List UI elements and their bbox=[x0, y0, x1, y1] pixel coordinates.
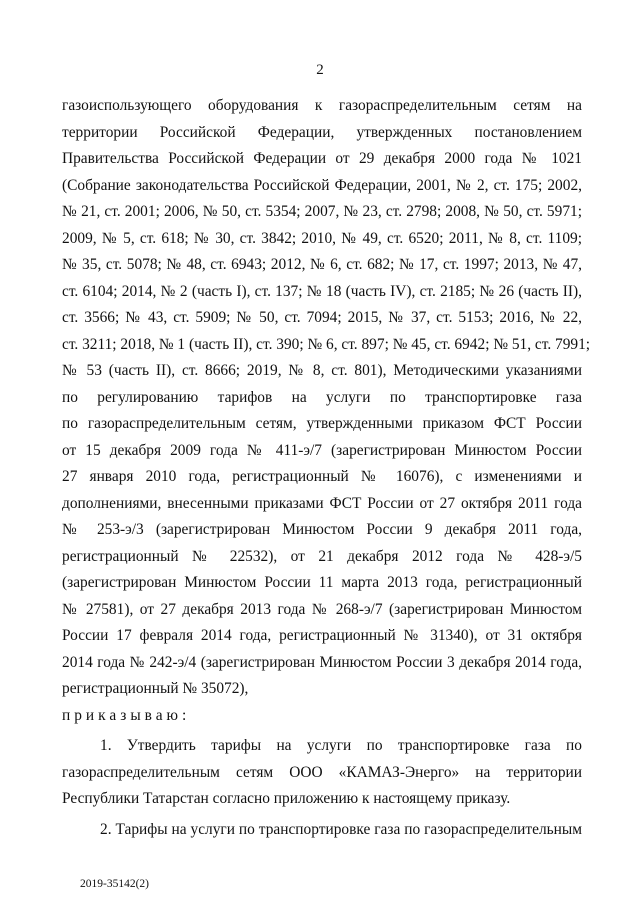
text-line: 2014 года № 242-э/4 (зарегистрирован Минюстом России 3 декабря 2014 года, bbox=[62, 653, 582, 671]
text-line: № 253-э/3 (зарегистрирован Минюстом России 9 декабря 2011 года, bbox=[62, 521, 582, 538]
item-2-line: 2. Тарифы на услуги по транспортировке газа по газораспределительным bbox=[100, 820, 582, 838]
text-line: № 35, ст. 5078; № 48, ст. 6943; 2012, № 6, ст. 682; № 17, ст. 1997; 2013, № 47, bbox=[62, 256, 582, 273]
text-line: Правительства Российской Федерации от 29 декабря 2000 года № 1021 bbox=[62, 150, 582, 167]
text-line: газоиспользующего оборудования к газораспределительным сетям на bbox=[62, 97, 582, 114]
body-text bbox=[62, 93, 591, 843]
text-line: по газораспределительным сетям, утвержденными приказом ФСТ России bbox=[62, 415, 582, 432]
text-line: ст. 6104; 2014, № 2 (часть I), ст. 137; № 18 (часть IV), ст. 2185; № 26 (часть II), bbox=[62, 282, 582, 300]
text-line: России 17 февраля 2014 года, регистрационный № 31340), от 31 октября bbox=[62, 627, 582, 644]
text-line: (Собрание законодательства Российской Федерации, 2001, № 2, ст. 175; 2002, bbox=[62, 176, 582, 194]
text-line: 27 января 2010 года, регистрационный № 16076), с изменениями и bbox=[62, 468, 582, 485]
text-line: дополнениями, внесенными приказами ФСТ России от 27 октября 2011 года bbox=[62, 494, 582, 512]
order-word: приказываю: bbox=[62, 706, 191, 724]
item-1-line: газораспределительным сетям ООО «КАМАЗ-Энерго» на территории bbox=[62, 763, 582, 781]
text-line: № 27581), от 27 декабря 2013 года № 268-э/7 (зарегистрирован Минюстом bbox=[62, 600, 582, 618]
text-line: ст. 3211; 2018, № 1 (часть II), ст. 390; № 6, ст. 897; № 45, ст. 6942; № 51, ст. 7991; bbox=[62, 335, 591, 353]
item-1-line: 1. Утвердить тарифы на услуги по транспортировке газа по bbox=[100, 737, 582, 754]
text-line: (зарегистрирован Минюстом России 11 марта 2013 года, регистрационный bbox=[62, 574, 582, 591]
text-line: от 15 декабря 2009 года № 411-э/7 (зарегистрирован Минюстом России bbox=[62, 441, 582, 459]
text-line: ст. 3566; № 43, ст. 5909; № 50, ст. 7094; 2015, № 37, ст. 5153; 2016, № 22, bbox=[62, 309, 582, 326]
text-line: регистрационный № 22532), от 21 декабря 2012 года № 428-э/5 bbox=[62, 547, 582, 565]
document-code: 2019-35142(2) bbox=[80, 878, 149, 890]
text-line: 2009, № 5, ст. 618; № 30, ст. 3842; 2010, № 49, ст. 6520; 2011, № 8, ст. 1109; bbox=[62, 229, 582, 247]
text-line: по регулированию тарифов на услуги по транспортировке газа bbox=[62, 388, 582, 406]
page-number: 2 bbox=[316, 62, 324, 78]
text-line: территории Российской Федерации, утвержденных постановлением bbox=[62, 123, 582, 141]
text-line: № 21, ст. 2001; 2006, № 50, ст. 5354; 2007, № 23, ст. 2798; 2008, № 50, ст. 5971; bbox=[62, 203, 582, 220]
item-1-line: Республики Татарстан согласно приложению к настоящему приказу. bbox=[62, 790, 511, 807]
text-line: регистрационный № 35072), bbox=[62, 680, 249, 697]
text-line: № 53 (часть II), ст. 8666; 2019, № 8, ст. 801), Методическими указаниями bbox=[62, 362, 582, 379]
